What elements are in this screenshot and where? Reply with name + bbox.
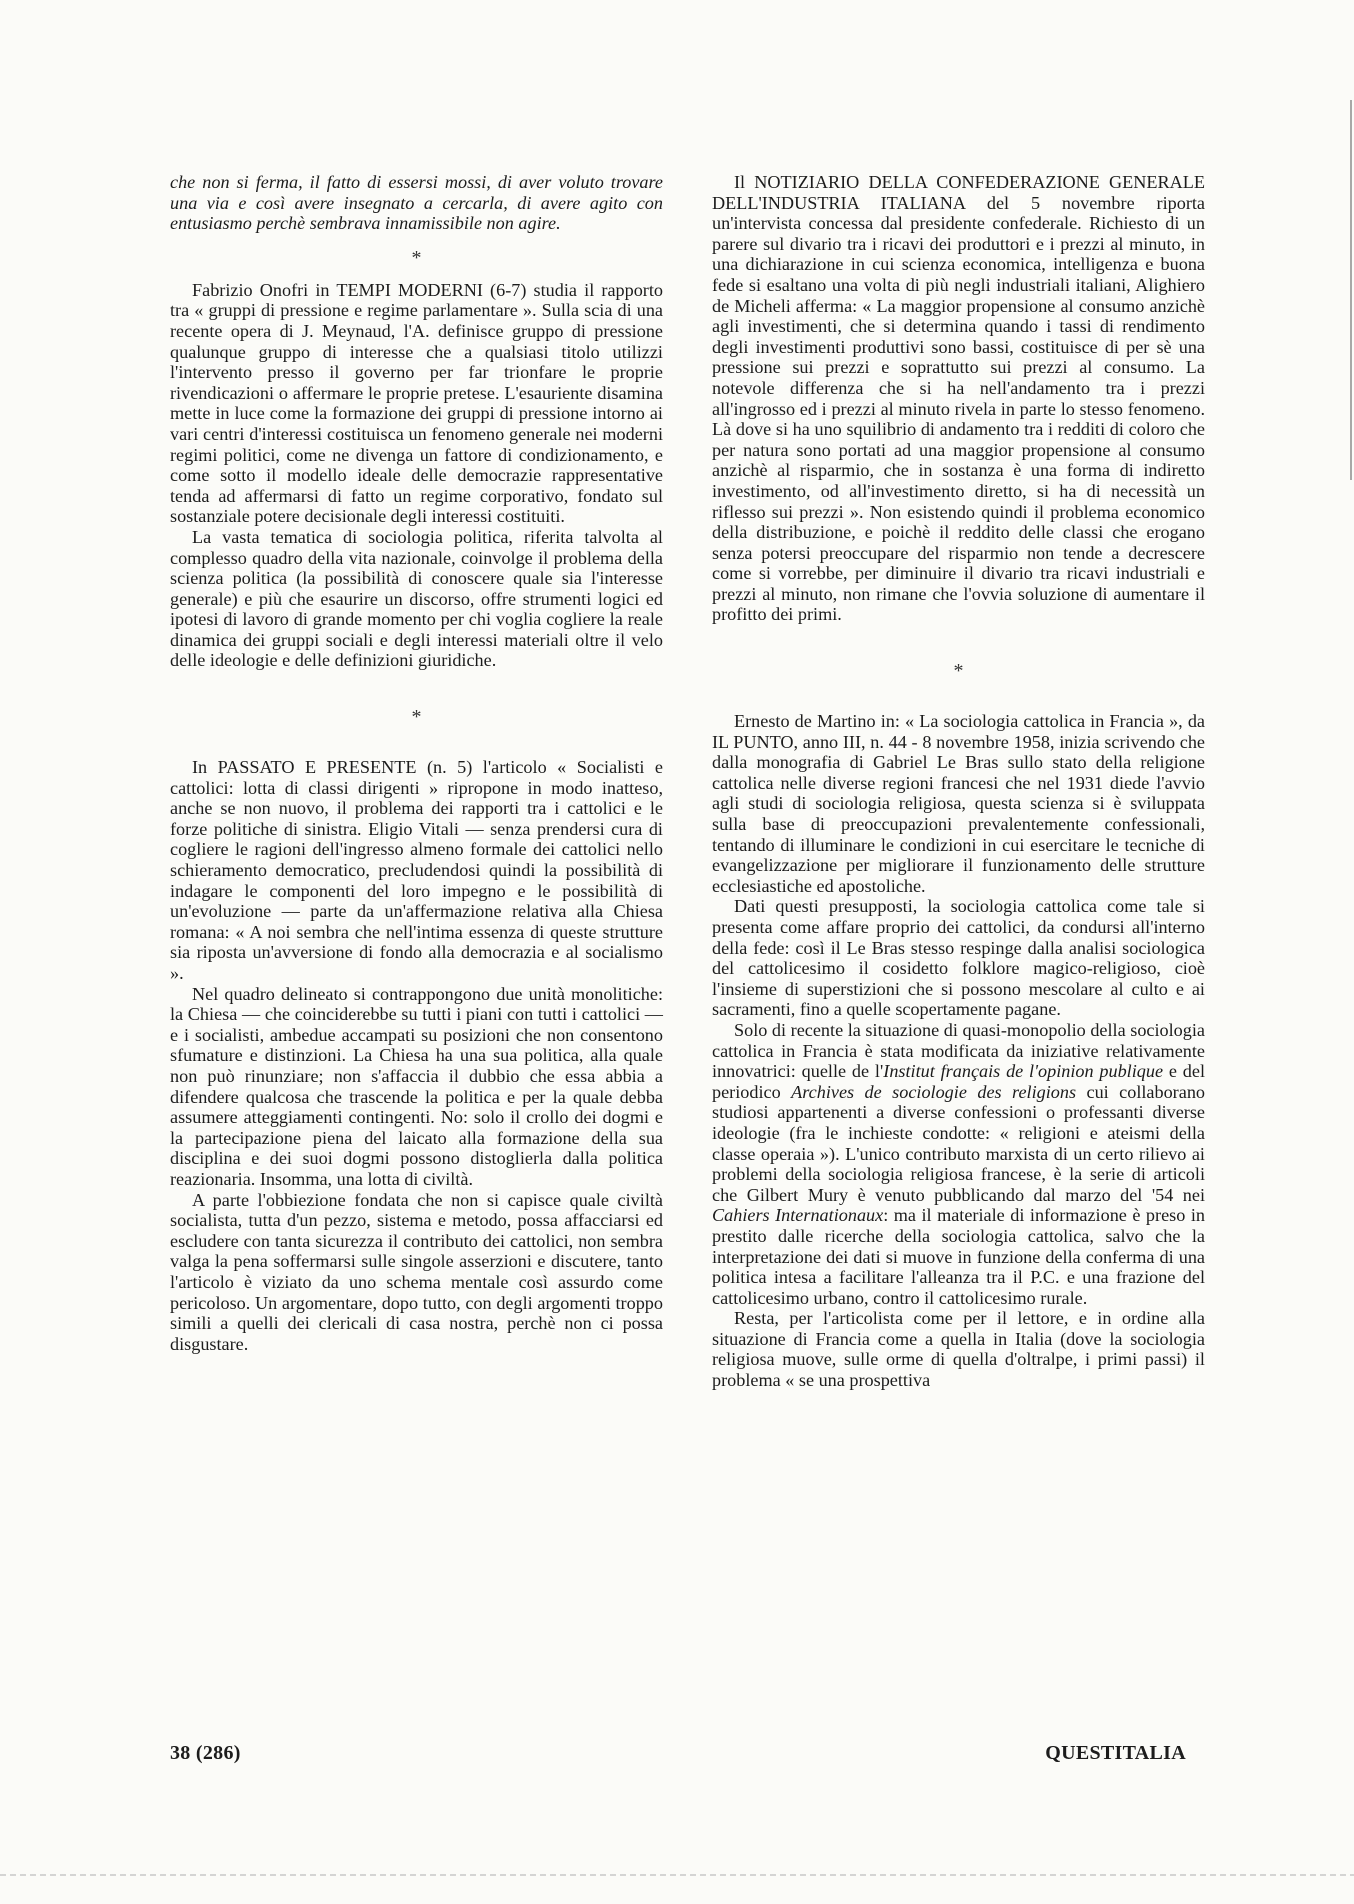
text-run: Solo di recente la situazione di quasi-monopolio della sociologia cattolica in Francia è stata modificata da iniziative relativamente innovatrici: quelle de l' [712,1019,1205,1082]
left-paragraph-4: In PASSATO E PRESENTE (n. 5) l'articolo « Socialisti e cattolici: lotta di classi dirigenti » ripropone in modo inatteso, anche se non nuovo, il problema dei rapporti tra i cattolici e le forze politiche di sinistra. Eligio Vitali — senza prendersi cura di cogliere le ragioni dell'ingresso almeno formale dei cattolici nello schieramento democratico, precludendosi quindi la possibilità di indagare le componenti del loro impegno e le possibilità di un'evoluzione — parte da un'affermazione relativa alla Chiesa romana: « A noi sembra che nell'intima essenza di queste strutture sia riposta un'avversione di fondo alla democrazia e al socialismo ». [170,757,663,983]
left-paragraph-1: che non si ferma, il fatto di essersi mossi, di aver voluto trovare una via e così avere insegnato a cercarla, di avere agito con entusiasmo perchè sembrava innamissibile non agire. [170,172,663,234]
text-run: e del periodico [712,1061,1206,1102]
section-separator: * [411,706,422,729]
left-column [170,172,663,1354]
right-column [712,172,1205,1391]
right-paragraph-4 [712,1020,1205,1308]
italic-title: Cahiers Internationaux [712,1205,884,1226]
scan-margin-line [1350,100,1352,480]
right-paragraph-5: Resta, per l'articolista come per il lettore, e in ordine alla situazione di Francia come a quella in Italia (dove la sociologia religiosa muove, sulle orme di quella d'oltralpe, i primi passi) il problema « se una prospettiva [712,1308,1205,1391]
right-paragraph-2: Ernesto de Martino in: « La sociologia cattolica in Francia », da IL PUNTO, anno III, n. 44 - 8 novembre 1958, inizia scrivendo che dalla monografia di Gabriel Le Bras sullo stato della religione cattolica nelle diverse regioni francesi che nel 1931 diede l'avvio agli studi di sociologia religiosa, questa scienza si è sviluppata sulla base di preoccupazioni prevalentemente confessionali, tentando di illuminare le condizioni in cui esercitare le tecniche di evangelizzazione per migliorare il funzionamento delle strutture ecclesiastiche ed apostoliche. [712,711,1205,896]
left-paragraph-6: A parte l'obbiezione fondata che non si capisce quale civiltà socialista, tutta d'un pezzo, sistema e metodo, possa affacciarsi ed escludere con tanta sicurezza il contributo dei cattolici, non sembra valga la pena soffermarsi sulle singole asserzioni e discutere, tanto l'articolo è viziato da uno schema mentale così assurdo come pericoloso. Un argomentare, dopo tutto, con degli argomenti troppo simili a quelli dei clericali di casa nostra, perchè non ci possa disgustare. [170,1189,663,1354]
left-paragraph-3: La vasta tematica di sociologia politica, riferita talvolta al complesso quadro della vita nazionale, coinvolge il problema della scienza politica (la possibilità di conoscere quale sia l'interesse generale) e più che esaurire un discorso, offre strumenti logici ed ipotesi di lavoro di grande momento per chi voglia cogliere la reale dinamica dei gruppi sociali e degli interessi materiali oltre il velo delle ideologie e delle definizioni giuridiche. [170,526,663,671]
section-separator: * [953,660,964,683]
italic-title: Archives de sociologie des religions [791,1081,1077,1102]
section-separator: * [411,246,422,269]
right-paragraph-1: Il NOTIZIARIO DELLA CONFEDERAZIONE GENERALE DELL'INDUSTRIA ITALIANA del 5 novembre riporta un'intervista concessa dal presidente confederale. Richiesto di un parere sul divario tra i ricavi dei produttori e i prezzi al minuto, in una dichiarazione in cui scienza economica, intelligenza e buona fede si esaltano una volta di più negli industriali italiani, Alighiero de Micheli afferma: « La maggior propensione al consumo anzichè agli investimenti, che si determina quando i tassi di rendimento degli investimenti produttivi sono bassi, costituisce di per sè una pressione sui prezzi e soprattutto sui prezzi al consumo. La notevole differenza che si ha nell'andamento tra i prezzi all'ingrosso ed i prezzi al minuto rivela in parte lo stesso fenomeno. Là dove si ha uno squilibrio di andamento tra i redditi di coloro che per natura sono portati ad una maggior propensione al consumo anzichè al risparmio, che in sostanza è una forma di indiretto investimento, od all'investimento diretto, si ha di necessità un riflesso sui prezzi ». Non esistendo quindi il problema economico della distribuzione, e poichè il reddito delle classi che erogano senza potersi preoccupare del risparmio non tende a decrescere come si vorrebbe, per diminuire il divario tra ricavi industriali e prezzi al minuto, non rimane che l'ovvia soluzione di aumentare il profitto dei primi. [712,172,1205,625]
journal-name: QUESTITALIA [1045,1742,1186,1764]
page-number: 38 (286) [170,1742,241,1764]
left-paragraph-5: Nel quadro delineato si contrappongono due unità monolitiche: la Chiesa — che coinciderebbe su tutti i piani con tutti i cattolici — e i socialisti, ambedue accampati su posizioni che non consentono sfumature e distinzioni. La Chiesa ha una sua politica, alla quale non può rinunziare; non s'affaccia il dubbio che essa abbia a difendere qualcosa che trascende la politica e per la quale debba assumere atteggiamenti contingenti. No: solo il crollo dei dogmi e la partecipazione piena del laicato alla formazione della sua disciplina e dei suoi dogmi possono distoglierla dalla politica reazionaria. Insomma, una lotta di civiltà. [170,983,663,1189]
text-run: : ma il materiale di informazione è preso in prestito dalle ricerche della sociologia cattolica, salvo che la interpretazione dei dati si muove in funzione della conferma di una politica intesa a facilitare l'alleanza tra il P.C. e una frazione del cattolicesimo urbano, contro il cattolicesimo rurale. [712,1205,1205,1308]
right-paragraph-3: Dati questi presupposti, la sociologia cattolica come tale si presenta come affare proprio dei cattolici, da condursi all'interno della fede: così il Le Bras stesso respinge dalla analisi sociologica del cattolicesimo il cosidetto folklore magico-religioso, cioè l'insieme di superstizioni che si possono mescolare al culto e ai sacramenti, fino a quelle scopertamente pagane. [712,896,1205,1020]
text-run: cui collaborano studiosi appartenenti a diverse confessioni o professanti diverse ideologie (fra le inchieste condotte: « religioni e ateismi della classe operaia »). L'unico contributo marxista di un certo rilievo ai problemi della sociologia religiosa francese, è la serie di articoli che Gilbert Mury è venuto pubblicando dal marzo del '54 nei [712,1081,1206,1205]
left-paragraph-2: Fabrizio Onofri in TEMPI MODERNI (6-7) studia il rapporto tra « gruppi di pressione e regime parlamentare ». Sulla scia di una recente opera di J. Meynaud, l'A. definisce gruppo di pressione qualunque gruppo di interesse che a qualsiasi titolo utilizzi l'intervento presso il governo per far trionfare le proprie rivendicazioni o affermare le proprie pretese. L'esauriente disamina mette in luce come la formazione dei gruppi di pressione intorno ai vari centri d'interessi costituisca un fenomeno generale nei moderni regimi politici, come ne divenga un fattore di condizionamento, e come sotto il modello ideale delle democrazie rappresentative tenda ad affermarsi di fatto un regime corporativo, fondato sul sostanziale potere decisionale degli interessi costituiti. [170,279,663,527]
italic-title: Institut français de l'opinion publique [883,1061,1164,1082]
scan-edge-line [0,1874,1354,1876]
